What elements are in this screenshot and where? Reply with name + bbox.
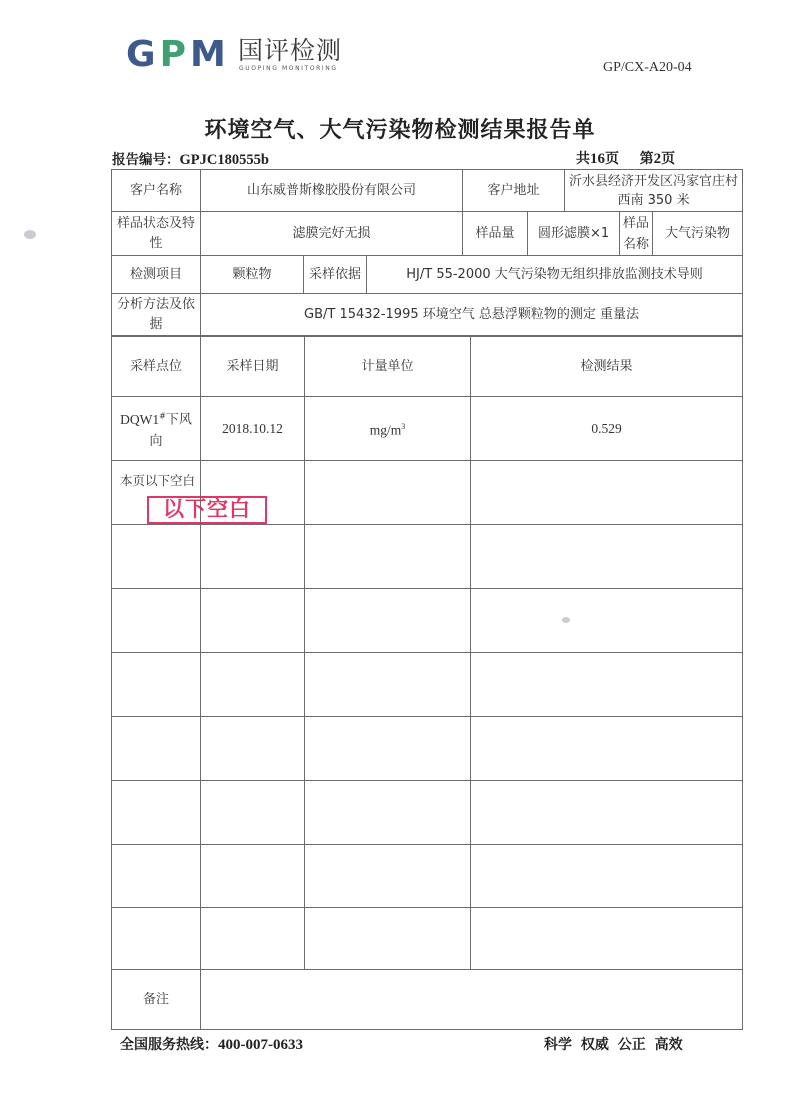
empty-cell [201,717,305,781]
sample-name: 大气污染物 [653,212,743,256]
empty-cell [112,845,201,908]
form-code: GP/CX-A20-04 [603,60,692,75]
client-name: 山东威普斯橡胶股份有限公司 [201,170,463,212]
table-row [112,781,743,845]
pages-unit: 页 [605,151,619,167]
sample-state-label: 样品状态及特性 [112,212,201,256]
empty-cell [112,908,201,970]
col-header-date: 采样日期 [201,337,305,397]
pages-total-prefix: 共 [576,151,590,167]
pages-current-prefix: 第 [639,151,654,167]
blank-below-stamp: 以下空白 [147,496,267,524]
sampling-basis: HJ/T 55-2000 大气污染物无组织排放监测技术导则 [367,256,743,294]
sample-qty-label: 样品量 [463,212,528,256]
logo-en-name: GUOPING MONITORING [239,65,338,72]
sampling-basis-label: 采样依据 [304,256,367,294]
test-item: 颗粒物 [201,256,304,294]
empty-cell [471,717,743,781]
sampling-point [112,397,201,461]
report-table [111,169,743,336]
empty-cell [471,653,743,717]
scan-speck [562,617,570,623]
client-row [112,170,743,212]
hotline-label: 全国服务热线： [120,1037,218,1053]
table-row [112,908,743,970]
unit-base: mg/m [369,422,402,438]
empty-cell [471,845,743,908]
empty-cell [305,589,471,653]
hotline-number: 400-007-0633 [218,1037,303,1053]
logo-letters [126,34,230,75]
point-suffix: 下风向 [149,412,192,449]
empty-cell [305,717,471,781]
table-row [112,717,743,781]
empty-cell [201,525,305,589]
empty-cell [112,589,201,653]
empty-cell [112,525,201,589]
empty-cell [201,908,305,970]
empty-cell [305,653,471,717]
col-header-unit: 计量单位 [305,337,471,397]
sample-qty: 圆形滤膜×1 [528,212,620,256]
sampling-date: 2018.10.12 [201,397,305,461]
col-header-result: 检测结果 [471,337,743,397]
empty-cell [201,653,305,717]
results-table [111,336,743,1030]
unit-sup: 3 [401,422,406,432]
empty-cell [305,525,471,589]
logo-letter-g: G [126,34,160,75]
pages-total: 16 [590,151,605,167]
page-indicator [576,148,675,168]
scan-speck [24,230,36,239]
company-motto: 科学 权威 公正 高效 [544,1037,683,1053]
empty-cell [471,781,743,845]
pages-unit-2: 页 [661,151,676,167]
service-hotline [120,1034,303,1054]
measure-unit [305,397,471,461]
sample-state: 滤膜完好无损 [201,212,463,256]
blank-note-text: 本页以下空白 [120,473,196,488]
test-result: 0.529 [471,397,743,461]
sample-name-label: 样品名称 [620,212,653,256]
client-address-label: 客户地址 [463,170,565,212]
page-title: 环境空气、大气污染物检测结果报告单 [204,118,596,143]
client-name-label: 客户名称 [112,170,201,212]
col-header-point: 采样点位 [112,337,201,397]
empty-cell [305,845,471,908]
empty-cell [201,589,305,653]
empty-cell [201,845,305,908]
empty-cell [305,781,471,845]
empty-cell [305,908,471,970]
point-sup: # [159,411,166,421]
empty-cell [471,525,743,589]
empty-cell [471,908,743,970]
empty-cell [305,461,471,525]
sample-row [112,212,743,256]
client-address: 沂水县经济开发区冯家官庄村西南 350 米 [565,170,743,212]
test-item-row [112,256,743,294]
table-row [112,845,743,908]
report-number-label: 报告编号： [112,152,180,168]
logo-letter-p: P [159,34,190,75]
method: GB/T 15432-1995 环境空气 总悬浮颗粒物的测定 重量法 [201,294,743,336]
remarks-value [201,970,743,1030]
empty-cell [471,461,743,525]
table-row [112,525,743,589]
test-item-label: 检测项目 [112,256,201,294]
pages-current: 2 [653,151,662,167]
report-number-value: GPJC180555b [179,152,269,168]
empty-cell [471,589,743,653]
empty-cell [112,781,201,845]
method-row [112,294,743,336]
empty-cell [201,781,305,845]
report-number [112,148,269,169]
remarks-label: 备注 [112,970,201,1030]
logo-letter-m: M [189,34,230,75]
remarks-row [112,970,743,1030]
logo-cn-name: 国评检测 [238,36,343,65]
empty-cell [112,653,201,717]
table-row [112,397,743,461]
table-row [112,653,743,717]
empty-cell [112,717,201,781]
point-code: DQW1 [120,411,160,427]
table-row [112,589,743,653]
method-label: 分析方法及依据 [112,294,201,336]
results-header-row [112,337,743,397]
